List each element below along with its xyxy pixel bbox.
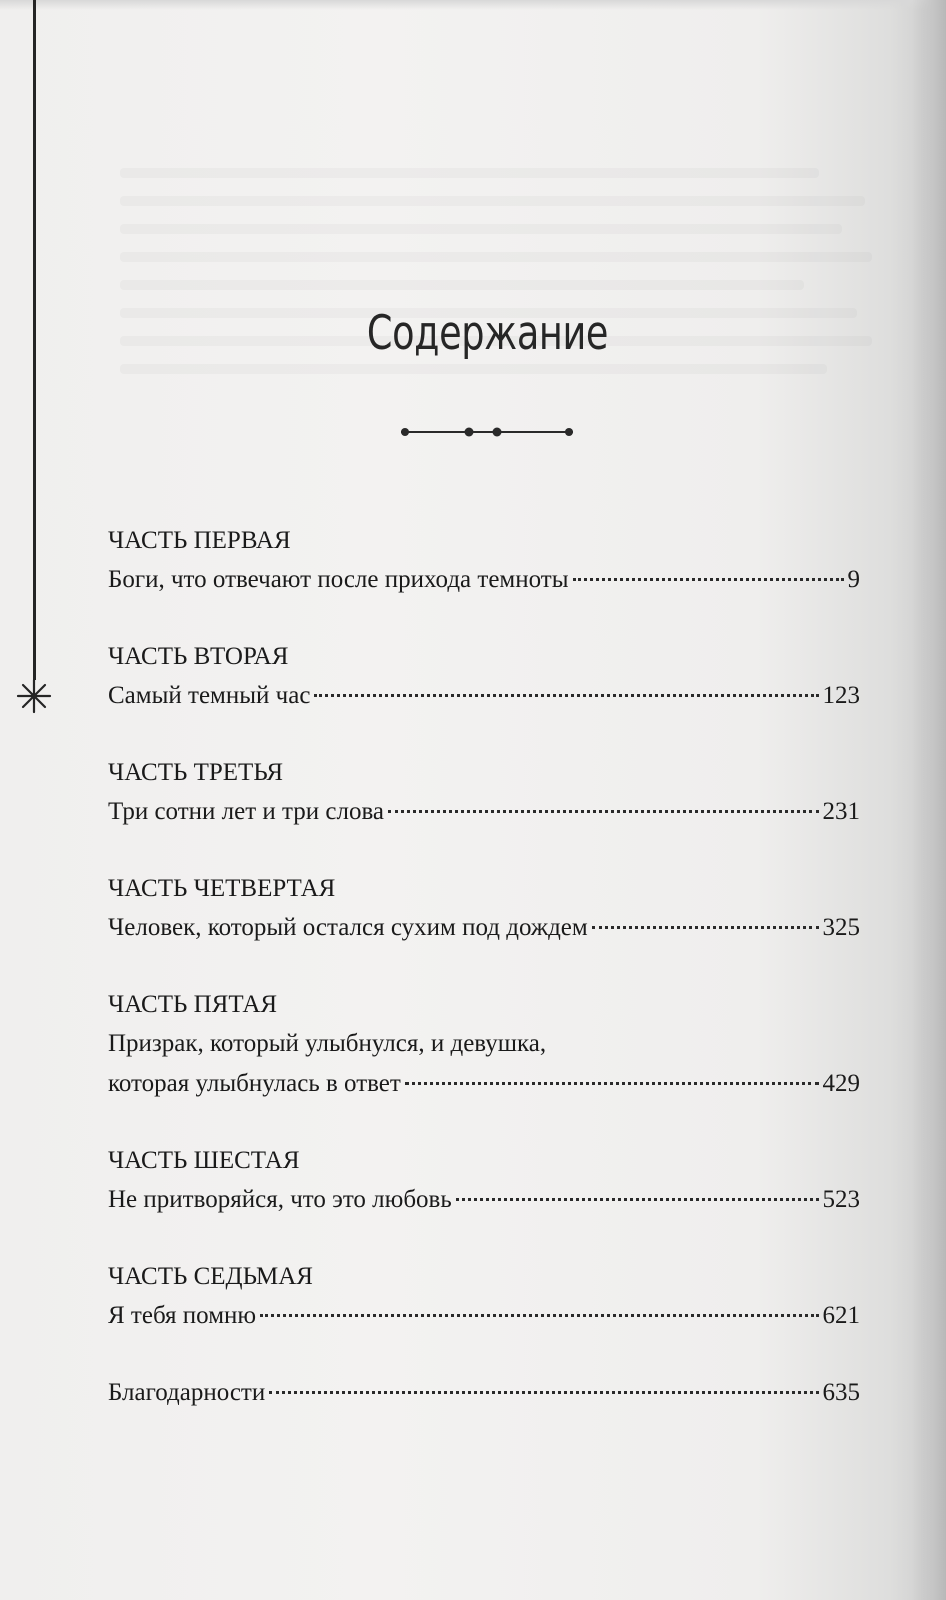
dot-leader bbox=[388, 810, 818, 813]
chapter-title: Самый темный час bbox=[108, 682, 311, 709]
table-of-contents bbox=[108, 521, 860, 1413]
top-shadow bbox=[0, 0, 946, 10]
part-heading: ЧАСТЬ ПЯТАЯ bbox=[108, 991, 278, 1018]
toc-part bbox=[108, 1257, 860, 1336]
page-number: 123 bbox=[822, 682, 860, 709]
toc-part bbox=[108, 753, 860, 832]
chapter-title: Боги, что отвечают после прихода темноты bbox=[108, 566, 569, 593]
page-edge-shadow bbox=[912, 0, 946, 1600]
dot-leader bbox=[456, 1198, 819, 1201]
part-heading: ЧАСТЬ ТРЕТЬЯ bbox=[108, 759, 284, 786]
toc-part bbox=[108, 985, 860, 1104]
chapter-title: Не притворяйся, что это любовь bbox=[108, 1186, 452, 1213]
toc-entry bbox=[108, 1180, 860, 1220]
toc-part bbox=[108, 869, 860, 948]
toc-part bbox=[108, 637, 860, 716]
chapter-title: Три сотни лет и три слова bbox=[108, 798, 385, 825]
page-number: 325 bbox=[822, 914, 860, 941]
page-number: 429 bbox=[822, 1070, 860, 1097]
dot-leader bbox=[314, 694, 818, 697]
margin-vertical-rule bbox=[33, 0, 36, 680]
page-number: 621 bbox=[822, 1302, 860, 1329]
part-heading: ЧАСТЬ ПЕРВАЯ bbox=[108, 527, 291, 554]
toc-part bbox=[108, 521, 860, 600]
chapter-title: Человек, который остался сухим под дождем bbox=[108, 914, 588, 941]
dot-leader bbox=[592, 926, 819, 929]
toc-entry bbox=[108, 1296, 860, 1336]
chapter-title-line: Призрак, который улыбнулся, и девушка, bbox=[108, 1030, 547, 1057]
toc-entry bbox=[108, 792, 860, 832]
toc-entry bbox=[108, 908, 860, 948]
toc-entry bbox=[108, 676, 860, 716]
dotted-divider-icon bbox=[397, 420, 577, 444]
toc-entry-acknowledgements bbox=[108, 1373, 860, 1413]
dot-leader bbox=[573, 578, 844, 581]
dot-leader bbox=[260, 1314, 818, 1317]
dot-leader bbox=[269, 1391, 818, 1394]
page-title: Содержание bbox=[366, 306, 609, 361]
chapter-title: Я тебя помню bbox=[108, 1302, 257, 1329]
acknowledgements-title: Благодарности bbox=[108, 1379, 266, 1406]
page-number: 523 bbox=[822, 1186, 860, 1213]
part-heading: ЧАСТЬ СЕДЬМАЯ bbox=[108, 1263, 313, 1290]
page-number: 231 bbox=[822, 798, 860, 825]
toc-entry bbox=[108, 560, 860, 600]
page-number: 9 bbox=[847, 566, 860, 593]
page-number: 635 bbox=[822, 1379, 860, 1406]
asterisk-star-icon bbox=[14, 676, 54, 716]
part-heading: ЧАСТЬ ШЕСТАЯ bbox=[108, 1147, 300, 1174]
chapter-title: которая улыбнулась в ответ bbox=[108, 1070, 401, 1097]
toc-entry bbox=[108, 1064, 860, 1104]
part-heading: ЧАСТЬ ВТОРАЯ bbox=[108, 643, 289, 670]
dot-leader bbox=[405, 1082, 819, 1085]
part-heading: ЧАСТЬ ЧЕТВЕРТАЯ bbox=[108, 875, 336, 902]
toc-part bbox=[108, 1141, 860, 1220]
